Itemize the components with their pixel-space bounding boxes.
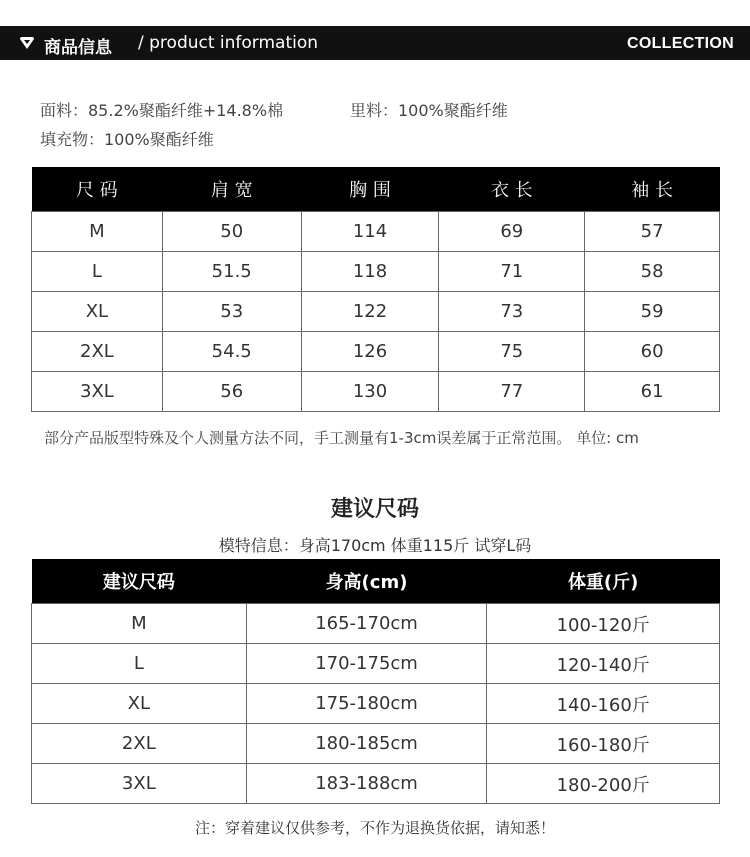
header-title-cn: 商品信息 [44,38,112,58]
table-cell: 2XL [32,332,163,372]
table-cell: 180-185cm [246,724,487,764]
table-cell: 130 [301,372,439,412]
heart-triangle-icon [20,37,34,49]
table-cell: L [32,252,163,292]
model-info: 模特信息：身高170cm 体重115斤 试穿L码 [218,536,532,555]
table-cell: 160-180斤 [487,724,720,764]
table-cell: 71 [439,252,585,292]
table-cell: 53 [162,292,301,332]
table-row [32,764,720,804]
size-table-header: 衣 长 [439,167,585,212]
table-row [32,684,720,724]
table-cell: 100-120斤 [487,604,720,644]
table-cell: M [32,212,163,252]
table-cell: 77 [439,372,585,412]
table-cell: 57 [585,212,720,252]
table-cell: 183-188cm [246,764,487,804]
lining-info: 里料：100%聚酯纤维 [350,101,508,120]
size-table-header: 肩 宽 [162,167,301,212]
table-cell: 122 [301,292,439,332]
recommend-table-header: 体重(斤) [487,559,720,604]
size-table-header: 胸 围 [301,167,439,212]
table-cell: 118 [301,252,439,292]
table-row [32,644,720,684]
table-cell: 170-175cm [246,644,487,684]
table-row [32,212,720,252]
table-cell: XL [32,684,247,724]
header-title-en: / product information [138,33,319,53]
table-row [32,292,720,332]
table-cell: 54.5 [162,332,301,372]
table-cell: 69 [439,212,585,252]
table-row [32,332,720,372]
table-cell: 120-140斤 [487,644,720,684]
table-cell: 61 [585,372,720,412]
table-cell: 126 [301,332,439,372]
table-cell: 75 [439,332,585,372]
recommend-table-header: 身高(cm) [246,559,487,604]
fabric-info: 面料：85.2%聚酯纤维+14.8%棉 [40,101,284,120]
table-cell: 58 [585,252,720,292]
table-cell: 165-170cm [246,604,487,644]
product-info-header [0,26,750,60]
table-cell: 114 [301,212,439,252]
table-row [32,724,720,764]
recommend-table-header: 建议尺码 [32,559,247,604]
measurement-note: 部分产品版型特殊及个人测量方法不同，手工测量有1-3cm误差属于正常范围。 单位: cm [44,429,639,447]
table-cell: 59 [585,292,720,332]
table-cell: 3XL [32,764,247,804]
size-table-header: 尺 码 [32,167,163,212]
table-row [32,252,720,292]
table-cell: XL [32,292,163,332]
size-table-header-row [32,167,720,212]
table-cell: 73 [439,292,585,332]
table-row [32,604,720,644]
table-cell: 60 [585,332,720,372]
recommend-table-header-row [32,559,720,604]
table-cell: 140-160斤 [487,684,720,724]
table-cell: 50 [162,212,301,252]
table-cell: 2XL [32,724,247,764]
filling-info: 填充物：100%聚酯纤维 [40,130,214,149]
collection-label: COLLECTION [627,35,734,52]
table-cell: 56 [162,372,301,412]
size-table-header: 袖 长 [585,167,720,212]
size-table [31,167,720,412]
table-cell: M [32,604,247,644]
table-cell: 180-200斤 [487,764,720,804]
recommend-title: 建议尺码 [330,497,419,522]
recommend-table [31,559,720,804]
table-cell: L [32,644,247,684]
table-row [32,372,720,412]
table-cell: 51.5 [162,252,301,292]
footer-note: 注：穿着建议仅供参考，不作为退换货依据，请知悉！ [194,819,555,837]
table-cell: 175-180cm [246,684,487,724]
table-cell: 3XL [32,372,163,412]
